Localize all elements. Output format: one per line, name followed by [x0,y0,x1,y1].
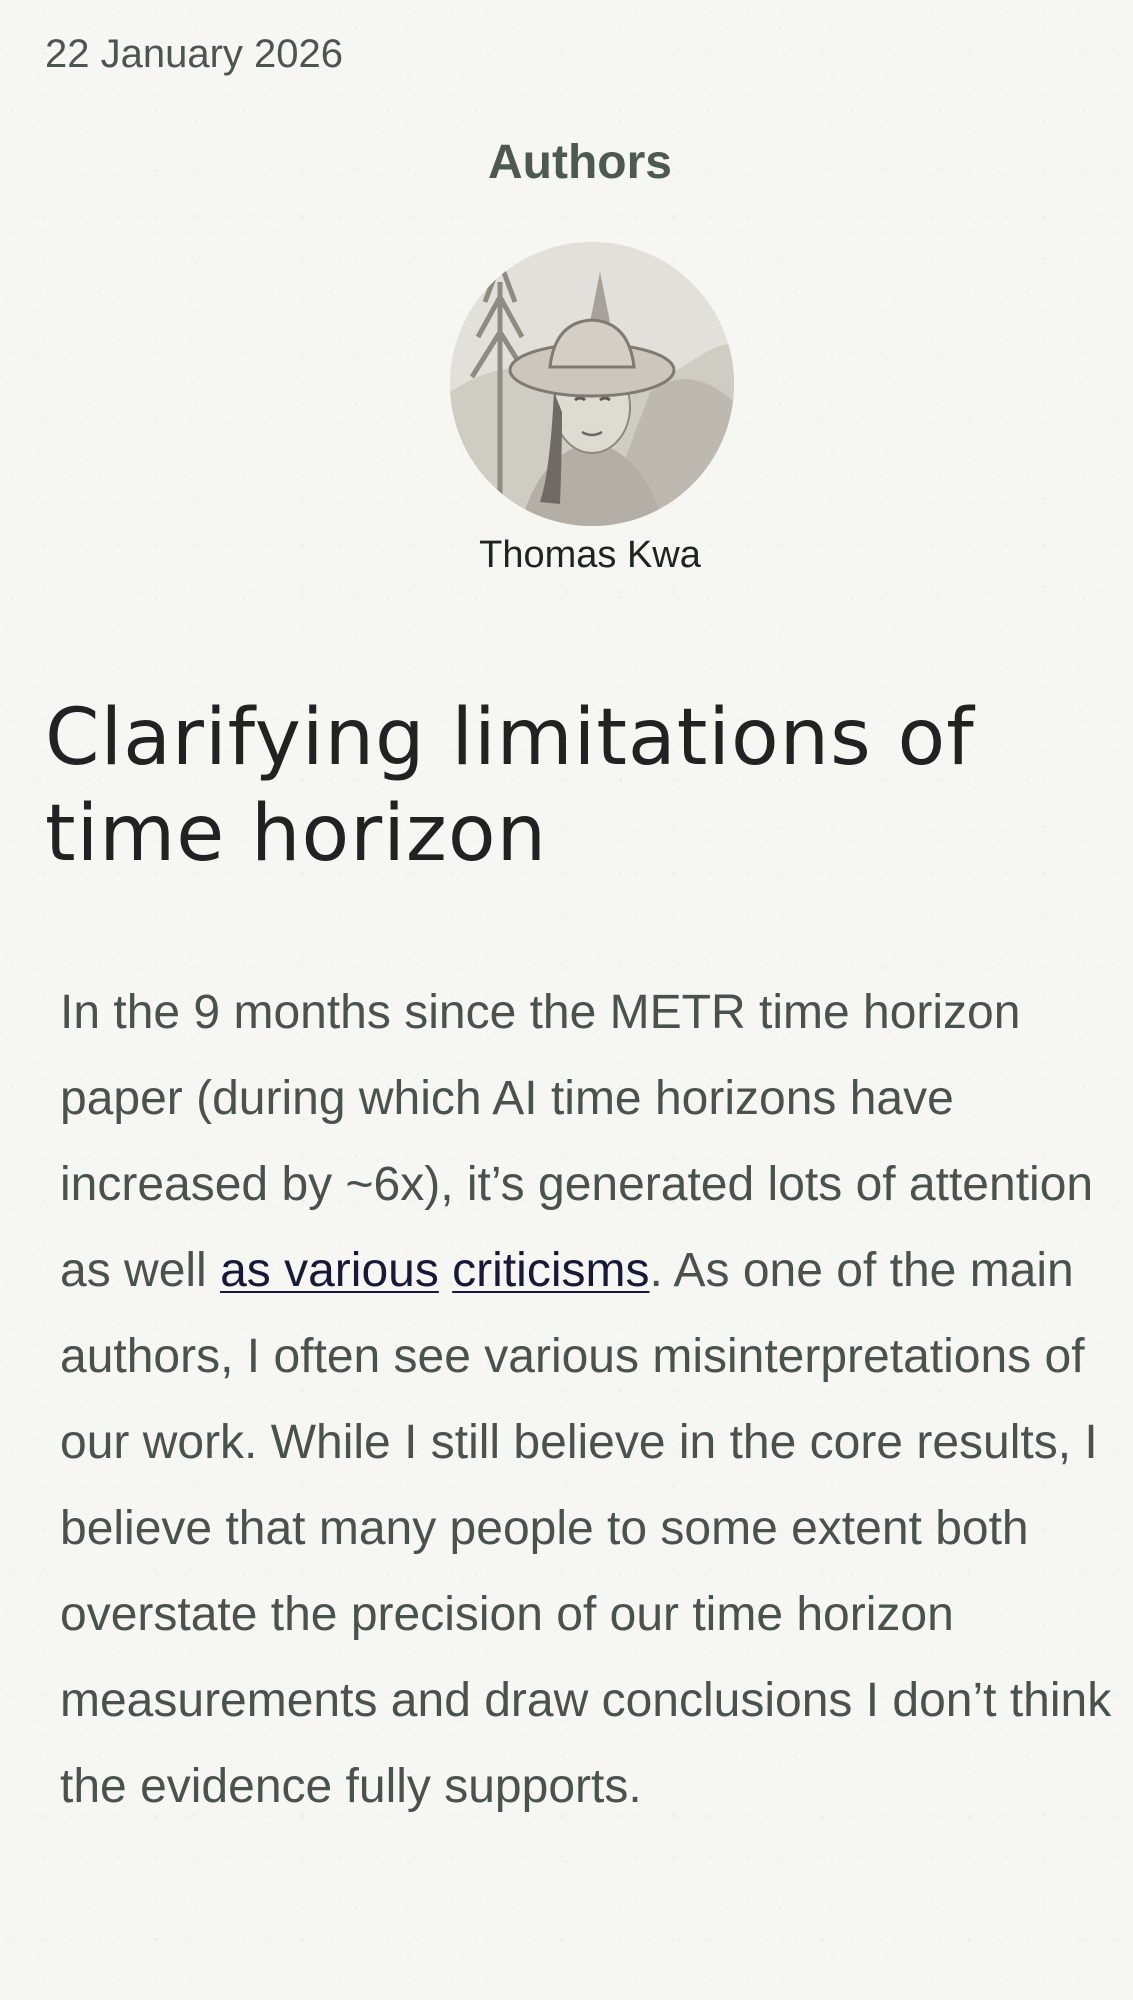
criticism-link-2[interactable]: criticisms [452,1244,650,1297]
intro-text-part-2: . As one of the main authors, I often see various misinterpretations of our work. While I still believe in the core results, I believe that many people to some extent both overstate the precision of our time horizon measurements and draw conclusions I don’t think the evidence fully supports. [60,1244,1112,1813]
intro-text-part-1: In the 9 months since the METR time horizon paper (during which AI time horizons have increased by ~6x), it’s generated lots of attention as well [60,986,1094,1297]
avatar-portrait-sketch-icon [450,242,734,526]
intro-link-separator [439,1244,452,1297]
criticism-link-1[interactable]: as various [220,1244,439,1297]
post-intro-paragraph [60,970,1120,1830]
post-date: 22 January 2026 [45,32,344,76]
author-name[interactable]: Thomas Kwa [479,534,701,576]
author-avatar[interactable] [450,242,734,526]
post-title: Clarifying limitations of time horizon [45,693,975,879]
authors-heading: Authors [488,136,672,189]
